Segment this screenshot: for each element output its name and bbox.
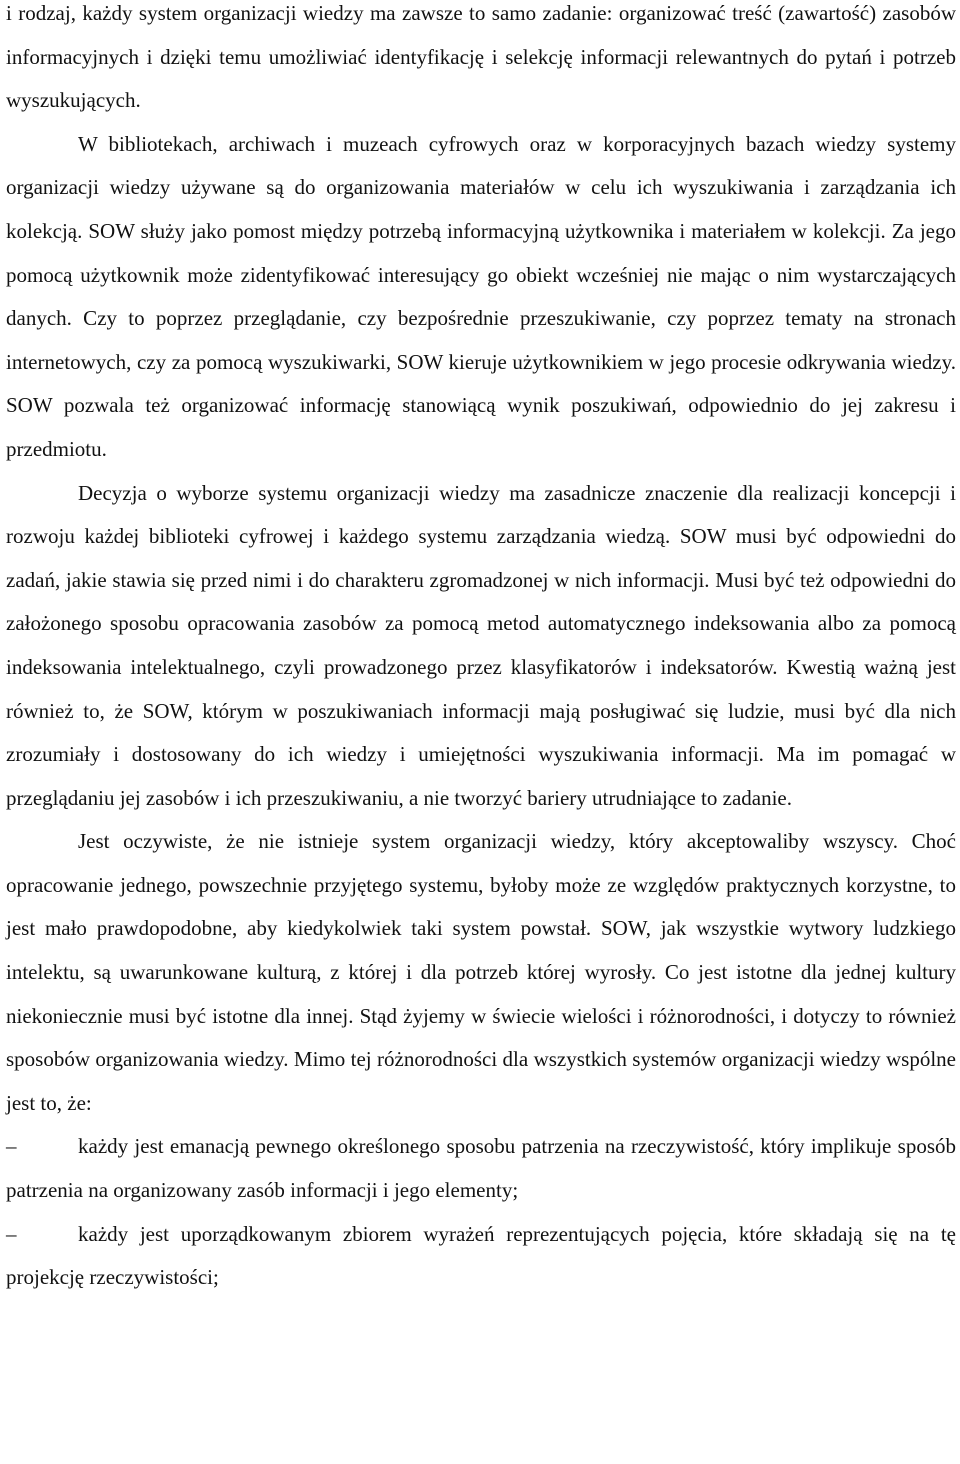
list-item [6,1125,956,1212]
document-page [6,0,956,1300]
paragraph-no-universal-system: Jest oczywiste, że nie istnieje system organizacji wiedzy, który akceptowaliby wszyscy. Choć opracowanie jednego, powszechnie przyjętego systemu, byłoby może ze względów praktycznych korzystne, to jest mało prawdopodobne, aby kiedykolwiek taki system powstał. SOW, jak wszystkie wytwory ludzkiego intelektu, są uwarunkowane kulturą, z której i dla potrzeb której wyrosły. Co jest istotne dla jednej kultury niekoniecznie musi być istotne dla innej. Stąd żyjemy w świecie wielości i różnorodności, i dotyczy to również sposobów organizowania wiedzy. Mimo tej różnorodności dla wszystkich systemów organizacji wiedzy wspólne jest to, że: [6,829,956,1115]
dash-bullet-icon: – [6,1134,17,1159]
list-item [6,1213,956,1300]
list-item-text: każdy jest uporządkowanym zbiorem wyrażeń reprezentujących pojęcia, które składają się na tę projekcję rzeczywistości; [6,1221,956,1290]
dash-bullet-icon: – [6,1221,17,1246]
paragraph-choice-of-system: Decyzja o wyborze systemu organizacji wiedzy ma zasadnicze znaczenie dla realizacji koncepcji i rozwoju każdej biblioteki cyfrowej i każdego systemu zarządzania wiedzą. SOW musi być odpowiedni do zadań, jakie stawia się przed nimi i do charakteru zgromadzonej w nich informacji. Musi być też odpowiedni do założonego sposobu opracowania zasobów za pomocą metod automatycznego indeksowania albo za pomocą indeksowania intelektualnego, czyli prowadzonego przez klasyfikatorów i indeksatorów. Kwestią ważną jest również to, że SOW, którym w poszukiwaniach informacji mają posługiwać się ludzie, musi być dla nich zrozumiały i dostosowany do ich wiedzy i umiejętności wyszukiwania informacji. Ma im pomagać w przeglądaniu jej zasobów i ich przeszukiwaniu, a nie tworzyć bariery utrudniające to zadanie. [6,480,956,810]
paragraph-digital-libraries: W bibliotekach, archiwach i muzeach cyfrowych oraz w korporacyjnych bazach wiedzy systemy organizacji wiedzy używane są do organizowania materiałów w celu ich wyszukiwania i zarządzania ich kolekcją. SOW służy jako pomost między potrzebą informacyjną użytkownika i materiałem w kolekcji. Za jego pomocą użytkownik może zidentyfikować interesujący go obiekt wcześniej nie mając o nim wystarczających danych. Czy to poprzez przeglądanie, czy bezpośrednie przeszukiwanie, czy poprzez tematy na stronach internetowych, czy za pomocą wyszukiwarki, SOW kieruje użytkownikiem w jego procesie odkrywania wiedzy. SOW pozwala też organizować informację stanowiącą wynik poszukiwań, odpowiednio do jej zakresu i przedmiotu. [6,131,956,461]
paragraph-continuation: i rodzaj, każdy system organizacji wiedzy ma zawsze to samo zadanie: organizować treść (zawartość) zasobów informacyjnych i dzięki temu umożliwiać identyfikację i selekcję informacji relewantnych do pytań i potrzeb wyszukujących. [6,1,956,113]
list-item-text: każdy jest emanacją pewnego określonego sposobu patrzenia na rzeczywistość, który implikuje sposób patrzenia na organizowany zasób informacji i jego elementy; [6,1134,956,1203]
